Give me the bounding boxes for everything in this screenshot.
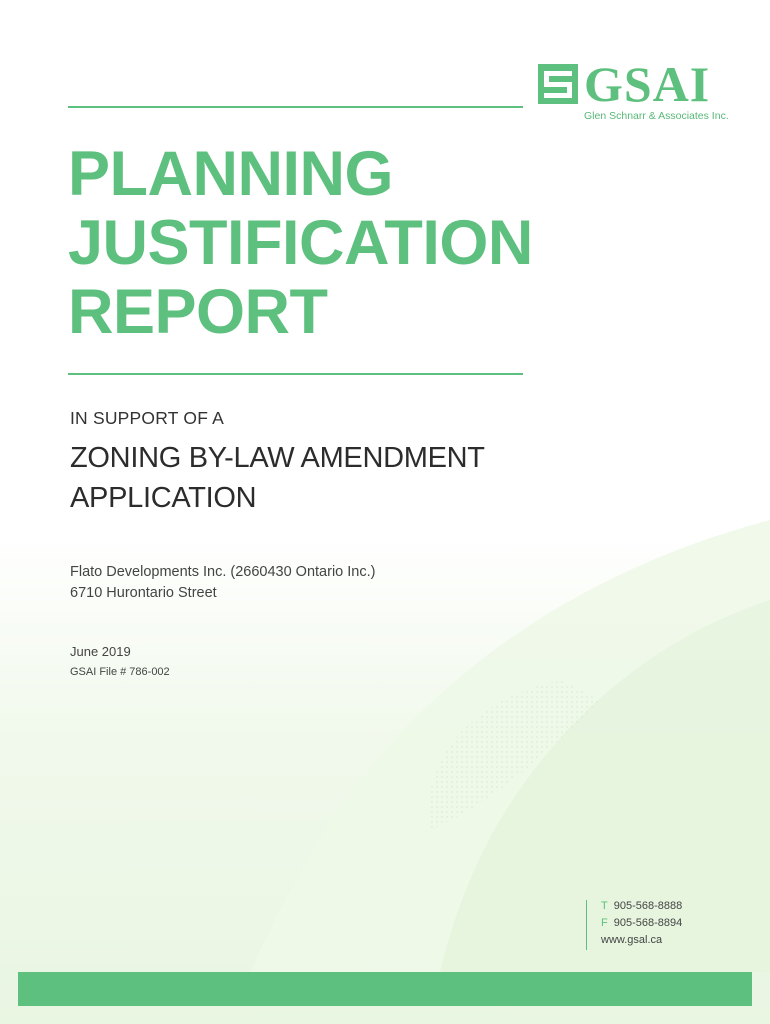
- middle-divider: [68, 373, 523, 375]
- application-type: [70, 438, 485, 518]
- client-block: [70, 562, 375, 604]
- client-address: 6710 Hurontario Street: [70, 585, 217, 601]
- fax-number: 905-568-8894: [613, 917, 683, 929]
- fax-label: F: [601, 917, 608, 929]
- fax-line: [601, 917, 682, 929]
- website: www.gsal.ca: [601, 934, 663, 946]
- file-number: GSAI File # 786-002: [70, 666, 170, 678]
- gsai-logo-mark-icon: [538, 64, 578, 104]
- application-line-2: APPLICATION: [70, 482, 257, 514]
- title-line-1: PLANNING: [68, 139, 393, 209]
- gsai-logo: [538, 56, 729, 132]
- client-name: Flato Developments Inc. (2660430 Ontario Inc.): [70, 564, 376, 580]
- report-date: June 2019: [70, 644, 131, 659]
- title-line-2: JUSTIFICATION: [68, 208, 533, 278]
- support-text: IN SUPPORT OF A: [70, 408, 225, 428]
- logo-wordmark: GSAI: [584, 56, 711, 112]
- footer-bar: [18, 972, 752, 1006]
- application-line-1: ZONING BY-LAW AMENDMENT: [70, 442, 485, 474]
- phone-line: [601, 900, 682, 912]
- contact-block: [586, 900, 747, 950]
- phone-number: 905-568-8888: [613, 900, 683, 912]
- logo-tagline: Glen Schnarr & Associates Inc.: [584, 110, 729, 122]
- report-title: [68, 140, 533, 347]
- top-divider: [68, 106, 523, 108]
- title-line-3: REPORT: [68, 277, 328, 347]
- phone-label: T: [601, 900, 608, 912]
